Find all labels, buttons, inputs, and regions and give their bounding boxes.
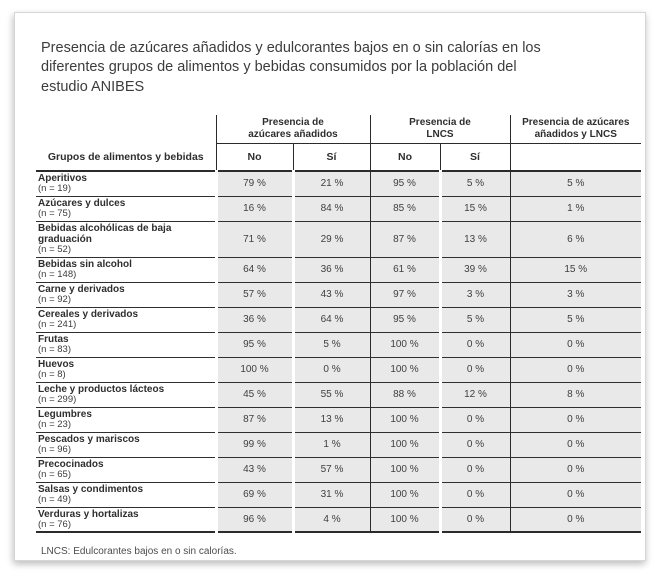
- food-group-cell: [36, 432, 216, 457]
- food-group-name: Carne y derivados: [38, 283, 125, 295]
- percentage-cell: 21 %: [293, 171, 370, 196]
- percentage-cell: 0 %: [510, 457, 641, 482]
- figure-card: [14, 12, 646, 561]
- figure-title: Presencia de azúcares añadidos y edulcorantes bajos en o sin calorías en los diferentes grupos de alimentos y bebidas consumidos por la población del estudio ANIBES: [41, 40, 541, 95]
- percentage-cell: 0 %: [510, 432, 641, 457]
- sample-size: (n = 92): [38, 293, 72, 305]
- sample-size: (n = 8): [38, 368, 66, 380]
- column-group-lncs-label: Presencia de LNCS: [409, 117, 471, 141]
- percentage-cell: 100 %: [370, 332, 440, 357]
- food-group-name: Frutas: [38, 333, 69, 345]
- table-row: [36, 382, 641, 407]
- column-header-food-groups: [36, 115, 216, 171]
- percentage-cell: 100 %: [216, 357, 293, 382]
- percentage-cell: 0 %: [440, 507, 510, 532]
- food-group-cell: [36, 332, 216, 357]
- percentage-cell: 100 %: [370, 407, 440, 432]
- percentage-cell: 36 %: [216, 307, 293, 332]
- percentage-cell: 29 %: [293, 221, 370, 257]
- subheader-lncs-no: No: [370, 144, 440, 171]
- percentage-cell: 5 %: [440, 307, 510, 332]
- table-row: [36, 282, 641, 307]
- food-group-name: Cereales y derivados: [38, 308, 139, 320]
- table-row: [36, 307, 641, 332]
- percentage-cell: 4 %: [293, 507, 370, 532]
- column-group-added-sugars: [216, 115, 370, 144]
- column-group-added-sugars-and-lncs-label: Presencia de azúcares añadidos y LNCS: [522, 117, 630, 141]
- percentage-cell: 12 %: [440, 382, 510, 407]
- percentage-cell: 100 %: [370, 482, 440, 507]
- table-row: [36, 171, 641, 196]
- percentage-cell: 15 %: [510, 257, 641, 282]
- percentage-cell: 57 %: [216, 282, 293, 307]
- percentage-cell: 45 %: [216, 382, 293, 407]
- percentage-cell: 69 %: [216, 482, 293, 507]
- percentage-cell: 100 %: [370, 357, 440, 382]
- food-group-cell: [36, 221, 216, 257]
- sample-size: (n = 241): [38, 318, 77, 330]
- table-body: [36, 171, 641, 533]
- table-row: [36, 357, 641, 382]
- table-row: [36, 507, 641, 532]
- percentage-cell: 5 %: [510, 171, 641, 196]
- percentage-cell: 85 %: [370, 196, 440, 221]
- column-group-added-sugars-label: Presencia de azúcares añadidos: [248, 117, 338, 141]
- percentage-cell: 95 %: [370, 171, 440, 196]
- percentage-cell: 0 %: [510, 407, 641, 432]
- food-group-name: Azúcares y dulces: [38, 197, 126, 209]
- sample-size: (n = 96): [38, 443, 72, 455]
- column-group-lncs: [370, 115, 510, 144]
- percentage-cell: 57 %: [293, 457, 370, 482]
- table-row: [36, 482, 641, 507]
- sample-size: (n = 299): [38, 393, 77, 405]
- percentage-cell: 43 %: [216, 457, 293, 482]
- percentage-cell: 5 %: [293, 332, 370, 357]
- percentage-cell: 84 %: [293, 196, 370, 221]
- sample-size: (n = 49): [38, 493, 72, 505]
- food-group-name: Bebidas sin alcohol: [38, 258, 132, 270]
- percentage-cell: 61 %: [370, 257, 440, 282]
- food-group-cell: [36, 482, 216, 507]
- percentage-cell: 0 %: [440, 457, 510, 482]
- percentage-cell: 39 %: [440, 257, 510, 282]
- food-group-name: Legumbres: [38, 408, 92, 420]
- percentage-cell: 0 %: [440, 432, 510, 457]
- table-row: [36, 257, 641, 282]
- percentage-cell: 96 %: [216, 507, 293, 532]
- percentage-cell: 95 %: [370, 307, 440, 332]
- food-group-name: Leche y productos lácteos: [38, 383, 165, 395]
- sample-size: (n = 148): [38, 268, 77, 280]
- percentage-cell: 8 %: [510, 382, 641, 407]
- column-group-added-sugars-and-lncs: [510, 115, 641, 144]
- percentage-cell: 31 %: [293, 482, 370, 507]
- percentage-cell: 15 %: [440, 196, 510, 221]
- percentage-cell: 0 %: [440, 332, 510, 357]
- food-group-cell: [36, 457, 216, 482]
- food-group-cell: [36, 307, 216, 332]
- sample-size: (n = 23): [38, 418, 72, 430]
- percentage-cell: 0 %: [440, 482, 510, 507]
- percentage-cell: 100 %: [370, 457, 440, 482]
- food-group-cell: [36, 171, 216, 196]
- percentage-cell: 0 %: [510, 507, 641, 532]
- percentage-cell: 3 %: [510, 282, 641, 307]
- sample-size: (n = 52): [38, 244, 72, 256]
- subheader-added-sugars-si: Sí: [293, 144, 370, 171]
- percentage-cell: 0 %: [510, 482, 641, 507]
- percentage-cell: 100 %: [370, 432, 440, 457]
- percentage-cell: 71 %: [216, 221, 293, 257]
- table-row: [36, 221, 641, 257]
- sample-size: (n = 76): [38, 518, 72, 530]
- food-group-name: Bebidas alcohólicas de baja graduación: [38, 222, 172, 245]
- percentage-cell: 43 %: [293, 282, 370, 307]
- percentage-cell: 16 %: [216, 196, 293, 221]
- food-group-cell: [36, 507, 216, 532]
- table-row: [36, 332, 641, 357]
- percentage-cell: 87 %: [216, 407, 293, 432]
- percentage-cell: 1 %: [510, 196, 641, 221]
- subheader-empty: [510, 144, 641, 171]
- percentage-cell: 64 %: [216, 257, 293, 282]
- food-group-cell: [36, 357, 216, 382]
- food-group-name: Huevos: [38, 358, 75, 370]
- percentage-cell: 97 %: [370, 282, 440, 307]
- percentage-cell: 79 %: [216, 171, 293, 196]
- percentage-cell: 0 %: [440, 357, 510, 382]
- food-group-cell: [36, 407, 216, 432]
- percentage-cell: 95 %: [216, 332, 293, 357]
- percentage-cell: 5 %: [440, 171, 510, 196]
- percentage-cell: 5 %: [510, 307, 641, 332]
- food-group-name: Verduras y hortalizas: [38, 508, 139, 520]
- sample-size: (n = 75): [38, 207, 72, 219]
- food-group-name: Pescados y mariscos: [38, 433, 140, 445]
- sample-size: (n = 83): [38, 343, 72, 355]
- percentage-cell: 100 %: [370, 507, 440, 532]
- table-row: [36, 407, 641, 432]
- food-group-cell: [36, 382, 216, 407]
- food-group-name: Aperitivos: [38, 172, 87, 184]
- sample-size: (n = 65): [38, 468, 72, 480]
- table-row: [36, 196, 641, 221]
- percentage-cell: 6 %: [510, 221, 641, 257]
- sample-size: (n = 19): [38, 183, 72, 195]
- percentage-cell: 0 %: [440, 407, 510, 432]
- percentage-cell: 0 %: [510, 357, 641, 382]
- percentage-cell: 87 %: [370, 221, 440, 257]
- column-header-food-groups-label: Grupos de alimentos y bebidas: [47, 150, 204, 163]
- footnote: LNCS: Edulcorantes bajos en o sin calorías.: [41, 546, 237, 558]
- percentage-cell: 13 %: [440, 221, 510, 257]
- percentage-cell: 36 %: [293, 257, 370, 282]
- percentage-cell: 64 %: [293, 307, 370, 332]
- percentage-cell: 55 %: [293, 382, 370, 407]
- percentage-cell: 13 %: [293, 407, 370, 432]
- header-group-row: [36, 115, 641, 144]
- percentage-cell: 99 %: [216, 432, 293, 457]
- food-groups-table: [36, 115, 641, 534]
- table-row: [36, 457, 641, 482]
- table-header: [36, 115, 641, 171]
- food-group-cell: [36, 196, 216, 221]
- percentage-cell: 0 %: [293, 357, 370, 382]
- subheader-added-sugars-no: No: [216, 144, 293, 171]
- food-group-cell: [36, 282, 216, 307]
- percentage-cell: 0 %: [510, 332, 641, 357]
- table-row: [36, 432, 641, 457]
- food-group-name: Precocinados: [38, 458, 104, 470]
- percentage-cell: 1 %: [293, 432, 370, 457]
- percentage-cell: 3 %: [440, 282, 510, 307]
- food-group-cell: [36, 257, 216, 282]
- percentage-cell: 88 %: [370, 382, 440, 407]
- food-group-name: Salsas y condimentos: [38, 483, 144, 495]
- subheader-lncs-si: Sí: [440, 144, 510, 171]
